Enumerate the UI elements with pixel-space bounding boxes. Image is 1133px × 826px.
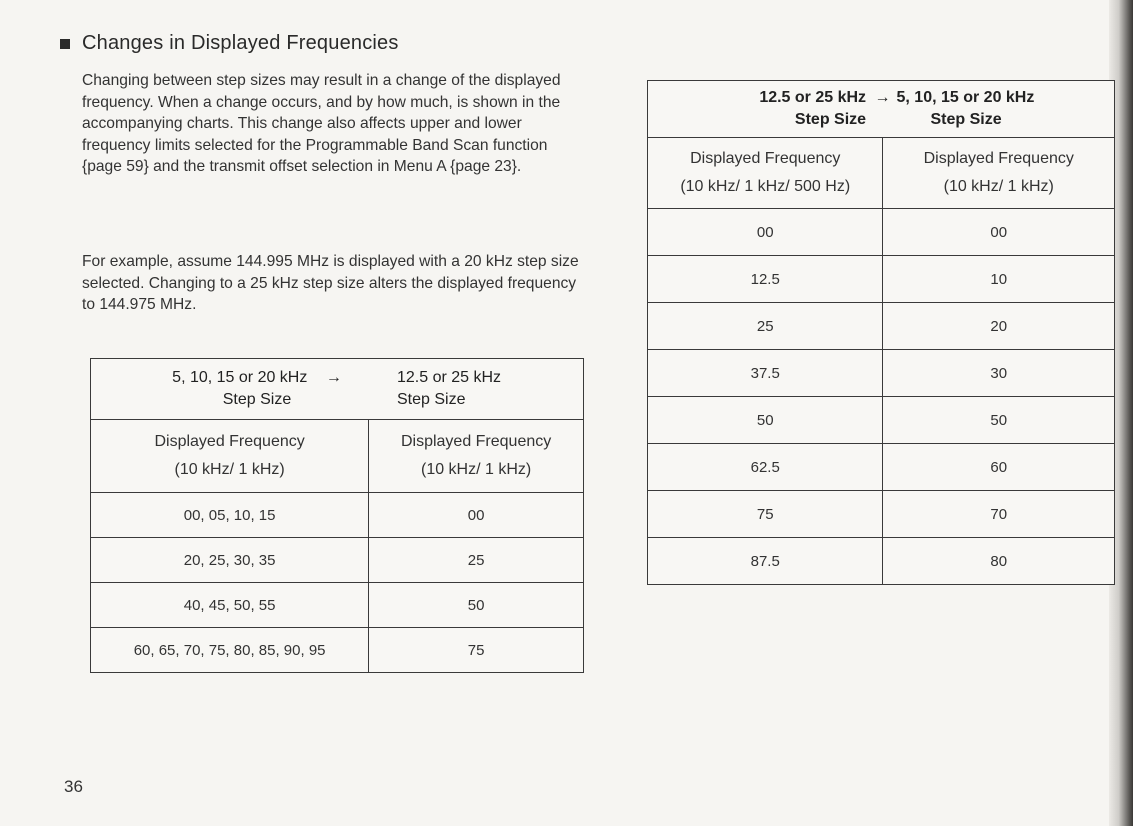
from-step-label: Step Size <box>222 391 292 408</box>
to-step-header: 12.5 or 25 kHz <box>397 369 502 386</box>
to-value: 25 <box>369 538 584 583</box>
section-title: Changes in Displayed Frequencies <box>82 32 399 54</box>
table-row <box>648 491 1115 538</box>
from-value: 50 <box>648 397 883 444</box>
table-row <box>91 538 584 583</box>
arrow-icon: → <box>874 89 891 106</box>
from-step-header: 12.5 or 25 kHz <box>759 89 867 106</box>
to-freq-units: (10 kHz/ 1 kHz) <box>943 178 1054 195</box>
from-value: 25 <box>648 303 883 350</box>
from-value: 12.5 <box>648 256 883 303</box>
table-row <box>648 397 1115 444</box>
table-row <box>91 583 584 628</box>
to-value: 20 <box>883 303 1115 350</box>
step-change-table-to-5-20 <box>647 80 1115 585</box>
to-value: 50 <box>369 583 584 628</box>
table-header-cell <box>648 81 1115 138</box>
from-value: 62.5 <box>648 444 883 491</box>
from-value: 87.5 <box>648 538 883 585</box>
table-row <box>648 256 1115 303</box>
to-freq-units: (10 kHz/ 1 kHz) <box>420 461 532 478</box>
to-step-label: Step Size <box>930 111 1002 128</box>
table-row <box>91 628 584 673</box>
from-freq-label: Displayed Frequency <box>690 150 841 167</box>
table-row <box>648 444 1115 491</box>
to-freq-header <box>883 138 1115 209</box>
from-freq-units: (10 kHz/ 1 kHz) <box>174 461 285 478</box>
from-step-block <box>666 87 897 131</box>
table-subheader-row <box>91 420 584 493</box>
from-value: 60, 65, 70, 75, 80, 85, 90, 95 <box>91 628 369 673</box>
to-value: 00 <box>369 493 584 538</box>
from-freq-units: (10 kHz/ 1 kHz/ 500 Hz) <box>680 178 851 195</box>
square-bullet-icon <box>60 39 70 49</box>
table-row <box>648 538 1115 585</box>
from-step-block <box>127 367 387 411</box>
to-value: 70 <box>883 491 1115 538</box>
to-freq-label: Displayed Frequency <box>400 433 552 450</box>
to-value: 00 <box>883 209 1115 256</box>
to-step-block <box>397 367 547 411</box>
table-header-cell <box>91 359 584 420</box>
to-value: 30 <box>883 350 1115 397</box>
to-value: 10 <box>883 256 1115 303</box>
table-subheader-row <box>648 138 1115 209</box>
to-freq-label: Displayed Frequency <box>923 150 1074 167</box>
table-header-row <box>648 81 1115 138</box>
section-heading <box>60 32 399 55</box>
step-change-table-to-12-25 <box>90 358 584 673</box>
paragraph-intro: Changing between step sizes may result in a change of the displayed frequency. When a change occurs, and by how much, is shown in the accompanying charts. This change also affects upper and lower frequency limits selected for the Programmable Band Scan function {page 59} and the transmit offset selection in Menu A {page 23}. <box>82 72 561 175</box>
table-header-row <box>91 359 584 420</box>
paragraph-example: For example, assume 144.995 MHz is displayed with a 20 kHz step size selected. Changing to a 25 kHz step size alters the displayed frequency to 144.975 MHz. <box>82 253 579 313</box>
to-value: 80 <box>883 538 1115 585</box>
from-step-header: 5, 10, 15 or 20 kHz <box>172 369 308 386</box>
from-value: 37.5 <box>648 350 883 397</box>
from-step-label: Step Size <box>794 111 867 128</box>
arrow-icon: → <box>325 369 342 386</box>
from-freq-label: Displayed Frequency <box>154 433 305 450</box>
page-number: 36 <box>64 777 83 796</box>
from-value: 00, 05, 10, 15 <box>91 493 369 538</box>
to-value: 75 <box>369 628 584 673</box>
to-step-header: 5, 10, 15 or 20 kHz <box>896 89 1035 106</box>
table-row <box>91 493 584 538</box>
from-freq-header <box>648 138 883 209</box>
from-value: 20, 25, 30, 35 <box>91 538 369 583</box>
table-row <box>648 303 1115 350</box>
table-row <box>648 350 1115 397</box>
to-value: 50 <box>883 397 1115 444</box>
to-freq-header <box>369 420 584 493</box>
from-value: 00 <box>648 209 883 256</box>
to-step-block <box>897 87 1097 131</box>
to-step-label: Step Size <box>397 391 466 408</box>
from-value: 40, 45, 50, 55 <box>91 583 369 628</box>
table-row <box>648 209 1115 256</box>
from-value: 75 <box>648 491 883 538</box>
to-value: 60 <box>883 444 1115 491</box>
from-freq-header <box>91 420 369 493</box>
